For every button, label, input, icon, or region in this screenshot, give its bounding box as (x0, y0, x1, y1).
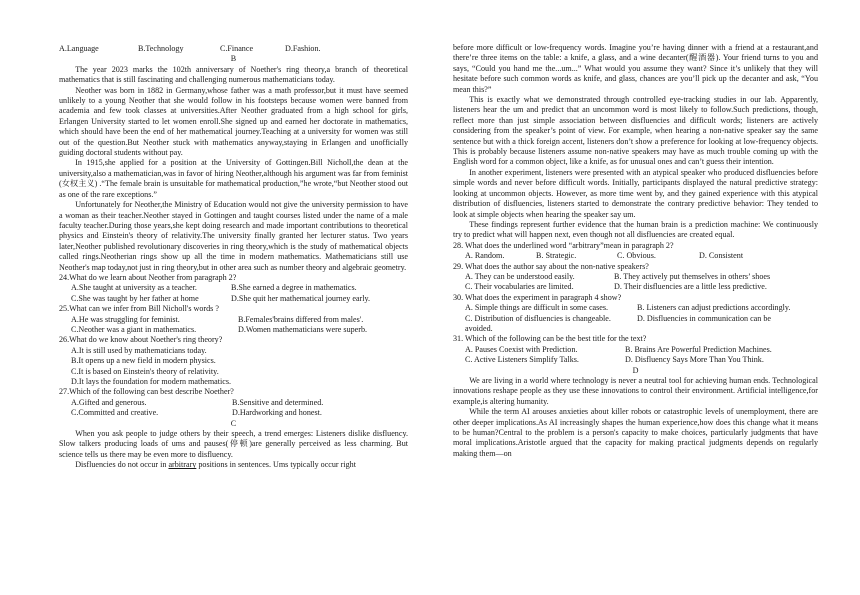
q27-option-c: C.Committed and creative. (71, 408, 159, 418)
q24-option-a: A.She taught at university as a teacher. (71, 283, 197, 293)
q31-option-a: A. Pauses Coexist with Prediction. (465, 344, 578, 354)
question-30-stem: 30. What does the experiment in paragraph 4 show? (453, 292, 622, 302)
section-b-label: B (230, 54, 237, 64)
q31-option-c: C. Active Listeners Simplify Talks. (465, 355, 579, 365)
q25-option-b: B.Females'brains differed from males'. (238, 314, 364, 324)
previous-question-options (59, 44, 408, 54)
question-24-options-row-1 (59, 283, 408, 293)
option-b: B.Technology (138, 44, 184, 53)
q26-option-b: B.It opens up a new field in modern physics. (71, 356, 216, 366)
option-a: A.Language (59, 44, 99, 53)
passage-c-continued: before more difficult or low-frequency words. Imagine you’re having dinner with a friend at a restaurant,and there’re three items on the table: a knife, a glass, and a wine decanter(醒酒器). Your friend turns to you and says, “Could you hand me the...um...” What would you assume they want? Since it’s unlikely that they will hesitate before such common words as knife, and glass, chances are you’ll pick up the decanter and ask, “You mean this?” (453, 43, 818, 94)
question-31-stem: 31. Which of the following can be the best title for the text? (453, 334, 647, 344)
section-c-label: C (230, 418, 237, 428)
q29-option-c: C. Their vocabularies are limited. (465, 282, 574, 292)
question-27-options-row-2 (59, 408, 408, 418)
q30-option-c: C. Distribution of disfluencies is changeable. (465, 313, 611, 323)
passage-d-paragraph-2: While the term AI arouses anxieties about killer robots or catastrophic levels of unemployment, there are other deeper implications.As AI increasingly shapes the human experience,how does this change what it means to be human?Central to the problem is a person's capacity to make choices, particularly judgments that have moral implications.Aristotle argued that the capacity for making practical judgments depends on regularly making them—on (453, 407, 818, 458)
passage-b-paragraph-3: In 1915,she applied for a position at the University of Gottingen.Bill Nicholl,the dean at the university,also a mathematician,was in favor of hiring Neother,although his argument was far from feminist (女权主义) .“The female brain is unsuitable for mathematical production,”he wrote,“but Neother stood out as one of the rare exceptions.” (59, 158, 408, 199)
q30-option-d-continued: avoided. (465, 323, 493, 333)
question-31-options-row-2 (453, 355, 818, 365)
question-26-stem: 26.What do we know about Noether's ring theory? (59, 335, 223, 345)
question-24-stem: 24.What do we learn about Neother from paragraph 2? (59, 272, 237, 282)
passage-b-paragraph-2: Neother was born in 1882 in Germany,whose father was a math professor,but it must have seemed unlikely to a young Neother that she would follow in his footsteps because women were banned from academia and few took classes at universities.After Neother graduated from a high school for girls, Erlangen University started to let women enroll.She signed up and earned her doctorate in mathematics, which should have been the end of her mathematical journey.Teaching at a university for women was still out of the question.But Neother stuck with mathematics anyway,staying in Erlangen and unofficially guiding doctoral students without pay. (59, 85, 408, 158)
question-31-options-row-1 (453, 345, 818, 355)
q24-option-d: D.She quit her mathematical journey early. (231, 293, 371, 303)
question-30-options-row-1 (453, 303, 818, 313)
question-25-stem: 25.What can we infer from Bill Nicholl's words ? (59, 304, 219, 314)
passage-c-paragraph-2 (59, 460, 408, 470)
question-27-stem: 27.Which of the following can best describe Noether? (59, 387, 234, 397)
q30-option-b: B. Listeners can adjust predictions accordingly. (637, 303, 791, 313)
q25-option-d: D.Women mathematicians were superb. (238, 324, 368, 334)
question-24-options-row-2 (59, 294, 408, 304)
q26-option-c: C.It is based on Einstein's theory of relativity. (71, 366, 219, 376)
left-column (59, 44, 408, 589)
q28-option-d: D. Consistent (699, 251, 744, 261)
q30-option-a: A. Simple things are difficult in some cases. (465, 303, 609, 313)
q28-option-a: A. Random. (465, 251, 505, 261)
question-29-stem: 29. What does the author say about the non-native speakers? (453, 261, 649, 271)
q31-option-b: B. Brains Are Powerful Prediction Machines. (625, 344, 772, 354)
passage-c-paragraph-3: This is exactly what we demonstrated through controlled eye-tracking studies in our lab. Apparently, listeners hear the um and predict that an uncommon word is most likely to follow.Such predictions, though, reflect more than just simple association between disfluencies and difficult words; listeners are actively considering from the speaker’s point of view. For example, when hearing a non-native speaker say the same sentence but with a thick foreign accent, listeners don’t show a preference for looking at low-frequency objects. This is probably because listeners assume non-native speakers may have as much trouble coming up with the English word for a common object, like a knife, as for unusual ones and can’t guess their intention. (453, 95, 818, 167)
q28-option-c: C. Obvious. (617, 251, 656, 261)
q26-option-a: A.It is still used by mathematicians today. (71, 345, 207, 355)
question-29-options-row-1 (453, 272, 818, 282)
passage-b-paragraph-4: Unfortunately for Neother,the Ministry of Education would not give the university permission to have a woman as their teacher.Neother stayed in Gottingen and taught courses listed under the name of a male faculty teacher.During those years,she kept doing research and made important contributions to theoretical physics and Einstein's theory of relativity.The university finally granted her lecturer status. Two years later,Neother published revolutionary discoveries in ring theory,which is the study of mathematical objects called rings.Neotherian rings show up all the time in modern mathematics. Mathematicians still use Neother's map today,not just in ring theory,but in other area such as number theory and algebraic geometry. (59, 200, 408, 272)
section-d-label: D (632, 365, 639, 375)
q28-option-b: B. Strategic. (536, 251, 577, 261)
underlined-word-arbitrary: arbitrary (168, 460, 197, 470)
passage-c-p2-start: Disfluencies do not occur in (75, 460, 169, 470)
passage-c-paragraph-1: When you ask people to judge others by their speech, a trend emerges: Listeners dislike disfluency. Slow talkers producing loads of ums and pauses(停顿)are generally perceived as less charming. But science tells us there may be even more to disfluency. (59, 429, 408, 459)
q31-option-d: D. Disfluency Says More Than You Think. (625, 355, 764, 365)
passage-c-paragraph-4: In another experiment, listeners were presented with an atypical speaker who produced disfluencies before simple words and never before difficult words. Initially, participants displayed the natural predictive strategy: looking at uncommon objects. However, as more time went by, and they gained experience with this atypical distribution of disfluencies, listeners started to demonstrate the contrary predictive behavior: They tended to look at simple objects when hearing the speaker say um. (453, 167, 818, 219)
question-29-options-row-2 (453, 282, 818, 292)
q24-option-c: C.She was taught by her father at home (71, 293, 199, 303)
q27-option-d: D.Hardworking and honest. (232, 408, 322, 418)
option-c: C.Finance (220, 44, 254, 53)
passage-c-paragraph-5: These findings represent further evidence that the human brain is a prediction machine: We continuously try to predict what will happen next, even though not all disfluencies are created equal. (453, 219, 818, 240)
q26-option-d: D.It lays the foundation for modern mathematics. (71, 377, 232, 386)
q25-option-c: C.Neother was a giant in mathematics. (71, 324, 197, 334)
q30-option-d: D. Disfluencies in communication can be (637, 313, 771, 323)
option-d: D.Fashion. (285, 44, 321, 53)
passage-c-p2-end: positions in sentences. Ums typically occur right (196, 460, 356, 470)
q27-option-b: B.Sensitive and determined. (232, 397, 324, 407)
question-25-options-row-1 (59, 315, 408, 325)
passage-b-paragraph-1: The year 2023 marks the 102th anniversary of Noether's ring theory,a branch of theoretical mathematics that is still fascinating and challenging numerous mathematicians today. (59, 64, 408, 85)
question-27-options-row-1 (59, 398, 408, 408)
q24-option-b: B.She earned a degree in mathematics. (231, 283, 357, 293)
passage-d-paragraph-1: We are living in a world where technology is never a neutral tool for achieving human ends. Technological innovations reshape people as they use these innovations to control their environment. Artificial intelligence,for example,is altering humanity. (453, 376, 818, 406)
question-28-stem: 28. What does the underlined word “arbitrary”mean in paragraph 2? (453, 240, 674, 250)
q25-option-a: A.He was struggling for feminist. (71, 314, 180, 324)
q29-option-b: B. They actively put themselves in others’ shoes (614, 271, 771, 281)
q29-option-a: A. They can be understood easily. (465, 271, 575, 281)
question-28-options (453, 251, 818, 261)
question-25-options-row-2 (59, 325, 408, 335)
q29-option-d: D. Their disfluencies are a little less predictive. (614, 282, 767, 292)
q27-option-a: A.Gifted and generous. (71, 397, 147, 407)
right-column (453, 43, 818, 589)
question-30-options-row-2 (453, 314, 818, 324)
